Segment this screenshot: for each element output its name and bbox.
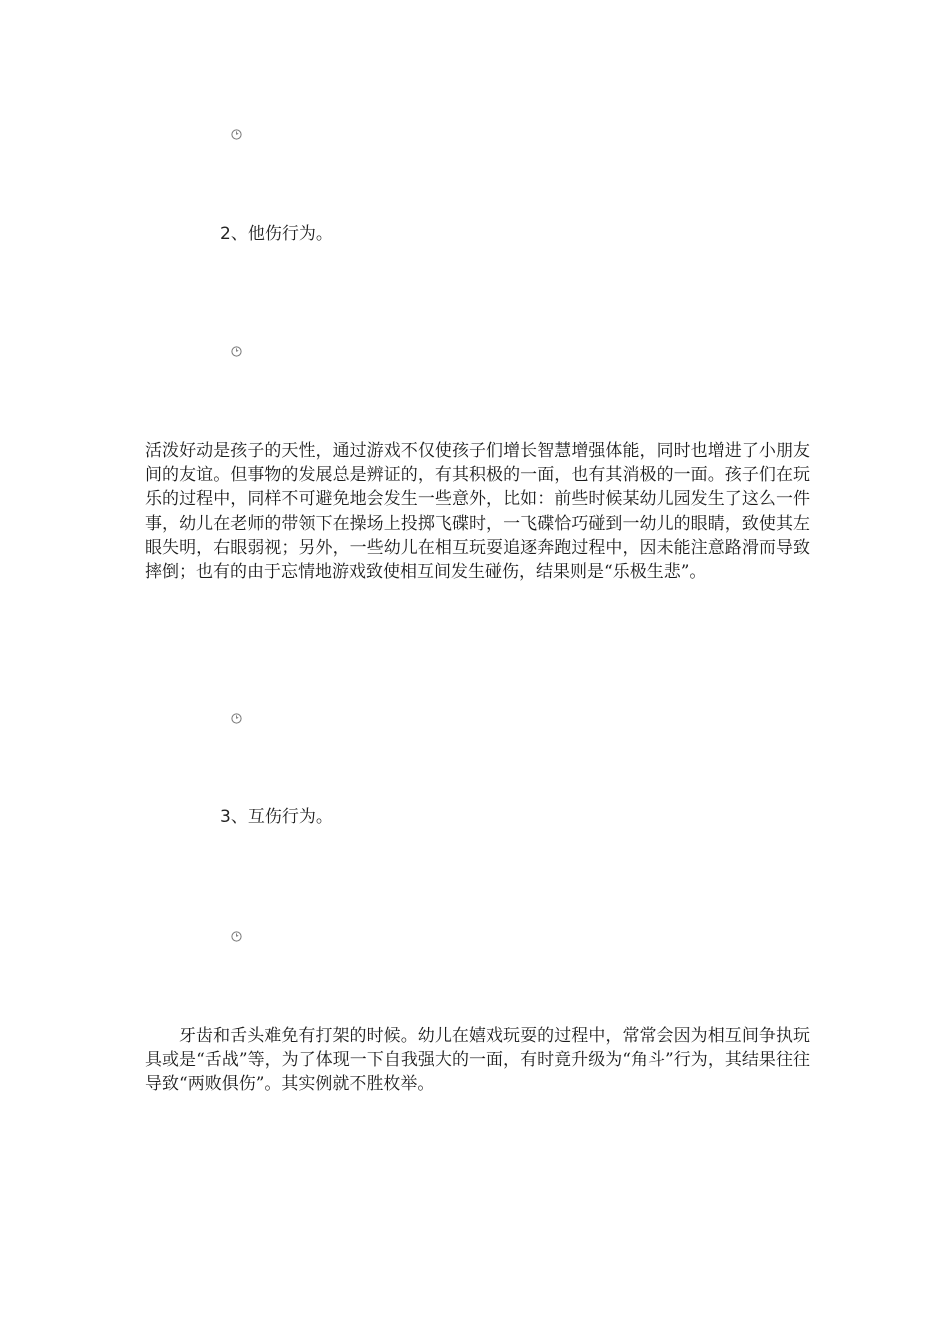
section-heading-3: 3、互伤行为。 <box>220 807 333 827</box>
broken-image-icon <box>231 346 242 357</box>
broken-image-icon <box>231 713 242 724</box>
body-paragraph: 牙齿和舌头难免有打架的时候。幼儿在嬉戏玩耍的过程中，常常会因为相互间争执玩具或是“舌战”等，为了体现一下自我强大的一面，有时竟升级为“角斗”行为，其结果往往导致“两败俱伤”。其实例就不胜枚举。 <box>145 1026 810 1095</box>
broken-image-icon <box>231 129 242 140</box>
body-paragraph: 活泼好动是孩子的天性，通过游戏不仅使孩子们增长智慧增强体能，同时也增进了小朋友间的友谊。但事物的发展总是辨证的，有其积极的一面，也有其消极的一面。孩子们在玩乐的过程中，同样不可避免地会发生一些意外，比如：前些时候某幼儿园发生了这么一件事，幼儿在老师的带领下在操场上投掷飞碟时，一飞碟恰巧碰到一幼儿的眼睛，致使其左眼失明，右眼弱视；另外，一些幼儿在相互玩耍追逐奔跑过程中，因未能注意路滑而导致摔倒；也有的由于忘情地游戏致使相互间发生碰伤，结果则是“乐极生悲”。 <box>145 441 810 583</box>
section-heading-2: 2、他伤行为。 <box>220 224 333 244</box>
broken-image-icon <box>231 931 242 942</box>
